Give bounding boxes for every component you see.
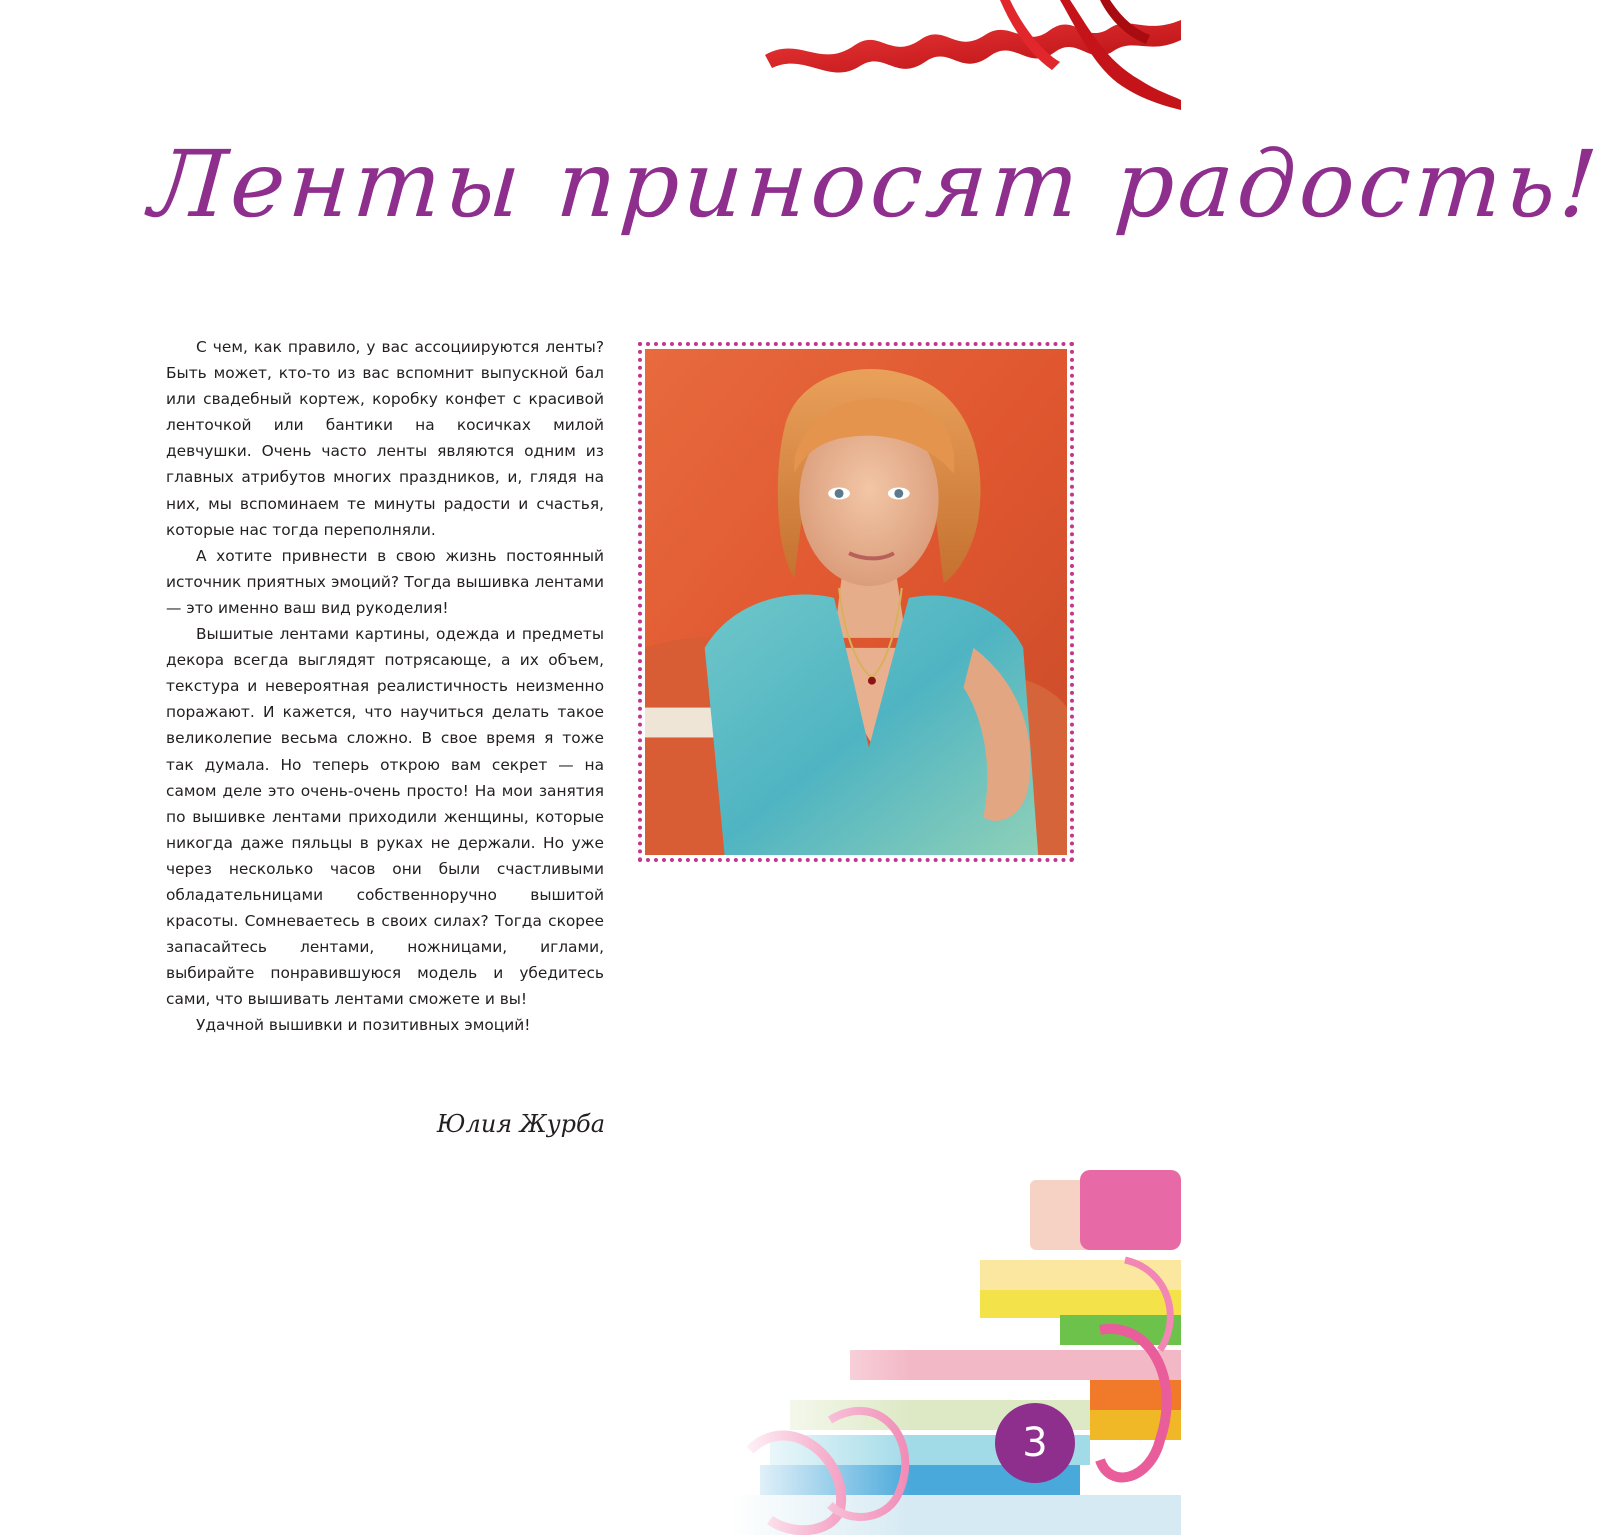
paragraph: А хотите привнести в свою жизнь постоянный источник приятных эмоций? Тогда вышивка лентами — это именно ваш вид рукоделия! (166, 546, 604, 617)
author-photo-frame (638, 342, 1074, 862)
page-number-badge (995, 1403, 1075, 1483)
red-ribbon-decoration (760, 0, 1181, 110)
paragraph: Вышитые лентами картины, одежда и предметы декора всегда выглядят потрясающе, а их объем, текстура и невероятная реалистичность неизменно поражают. И кажется, что научиться делать такое великолепие весьма сложно. В свое время я тоже так думала. Но теперь открою вам секрет — на самом деле это очень-очень просто! На мои занятия по вышивке лентами приходили женщины, которые никогда даже пяльцы в руках не держали. Но уже через несколько часов они были счастливыми обладательницами собственноручно вышитой красоты. Сомневаетесь в своих силах? Тогда скорее запасайтесь лентами, ножницами, иглами, выбирайте понравившуюся модель и убедитесь сами, что вышивать лентами сможете и вы! (166, 625, 604, 1009)
author-signature: Юлия Журба (436, 1110, 605, 1138)
ribbon-spools-decoration (730, 1160, 1181, 1535)
page-number: 3 (1022, 1420, 1048, 1466)
paragraph: Удачной вышивки и позитивных эмоций! (196, 1016, 531, 1035)
author-photo (645, 349, 1067, 855)
page-title: Ленты приносят радость! (146, 131, 1605, 238)
paragraph: С чем, как правило, у вас ассоциируются ленты? Быть может, кто-то из вас вспомнит выпускной бал или свадебный кортеж, коробку конфет с красивой ленточкой или бантики на косичках милой девчушки. Очень часто ленты являются одним из главных атрибутов многих праздников, и, глядя на них, мы вспоминаем те минуты радости и счастья, которые нас тогда переполняли. (166, 338, 604, 539)
intro-text (166, 334, 604, 1039)
